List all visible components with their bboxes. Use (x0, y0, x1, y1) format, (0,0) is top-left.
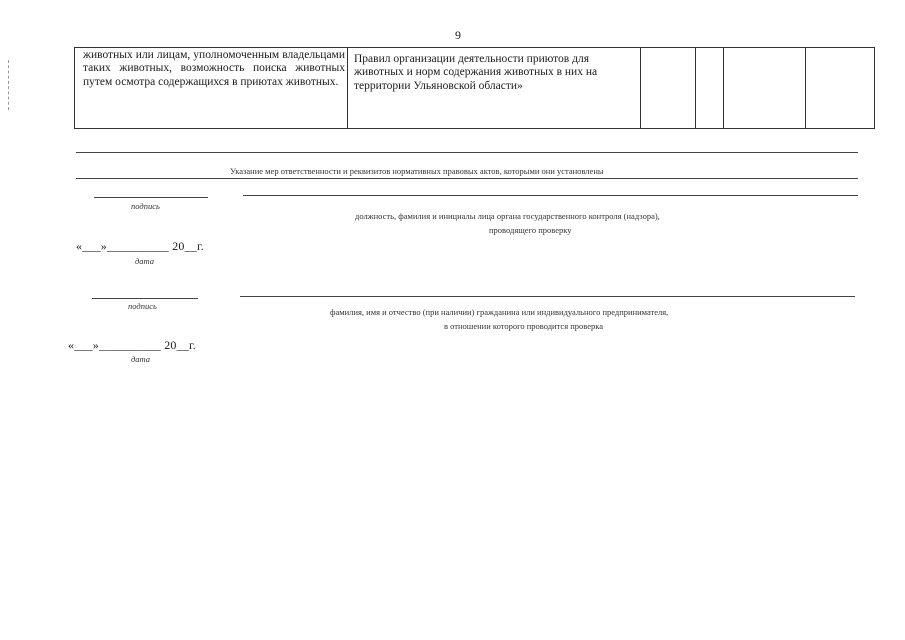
responsibility-caption: Указание мер ответственности и реквизитов нормативных правовых актов, которыми они установлены (230, 166, 604, 176)
inspector-signature-caption: подпись (131, 201, 160, 211)
subject-signature-caption: подпись (128, 301, 157, 311)
subject-date-field: «___»__________ 20__г. (68, 338, 196, 352)
table-cell-yes (641, 48, 696, 128)
inspector-date-caption: дата (135, 256, 155, 266)
subject-name-caption-1: фамилия, имя и отчество (при наличии) гражданина или индивидуального предпринимателя, (330, 307, 669, 317)
inspector-position-caption-1: должность, фамилия и инициалы лица органа государственного контроля (надзора), (355, 211, 660, 221)
binding-mark (8, 60, 10, 110)
table-cell-legal-act (348, 48, 641, 128)
table-cell-not-applicable (724, 48, 806, 128)
table-cell-note (806, 48, 874, 128)
subject-signature-line (92, 298, 198, 299)
responsibility-line-1 (76, 152, 858, 153)
subject-date-caption: дата (131, 354, 151, 364)
inspector-date-field: «___»__________ 20__г. (76, 239, 204, 253)
legal-act-text: Правил организации деятельности приютов для животных и норм содержания животных в них на территории Ульяновской области» (354, 53, 598, 92)
requirements-table-fragment (74, 47, 875, 129)
table-cell-no (696, 48, 724, 128)
subject-name-caption-2: в отношении которого проводится проверка (444, 321, 604, 331)
subject-name-line (240, 296, 855, 297)
inspector-position-caption-2: проводящего проверку (489, 225, 572, 235)
table-cell-requirement (75, 48, 348, 128)
inspector-signature-line (94, 197, 208, 198)
responsibility-line-2 (76, 178, 858, 179)
inspector-position-line (243, 195, 858, 196)
page-number: 9 (455, 28, 461, 42)
requirement-text: животных или лицам, уполномоченным владельцами таких животных, возможность поиска животных путем осмотра содержащихся в приютах животных. (83, 49, 345, 88)
